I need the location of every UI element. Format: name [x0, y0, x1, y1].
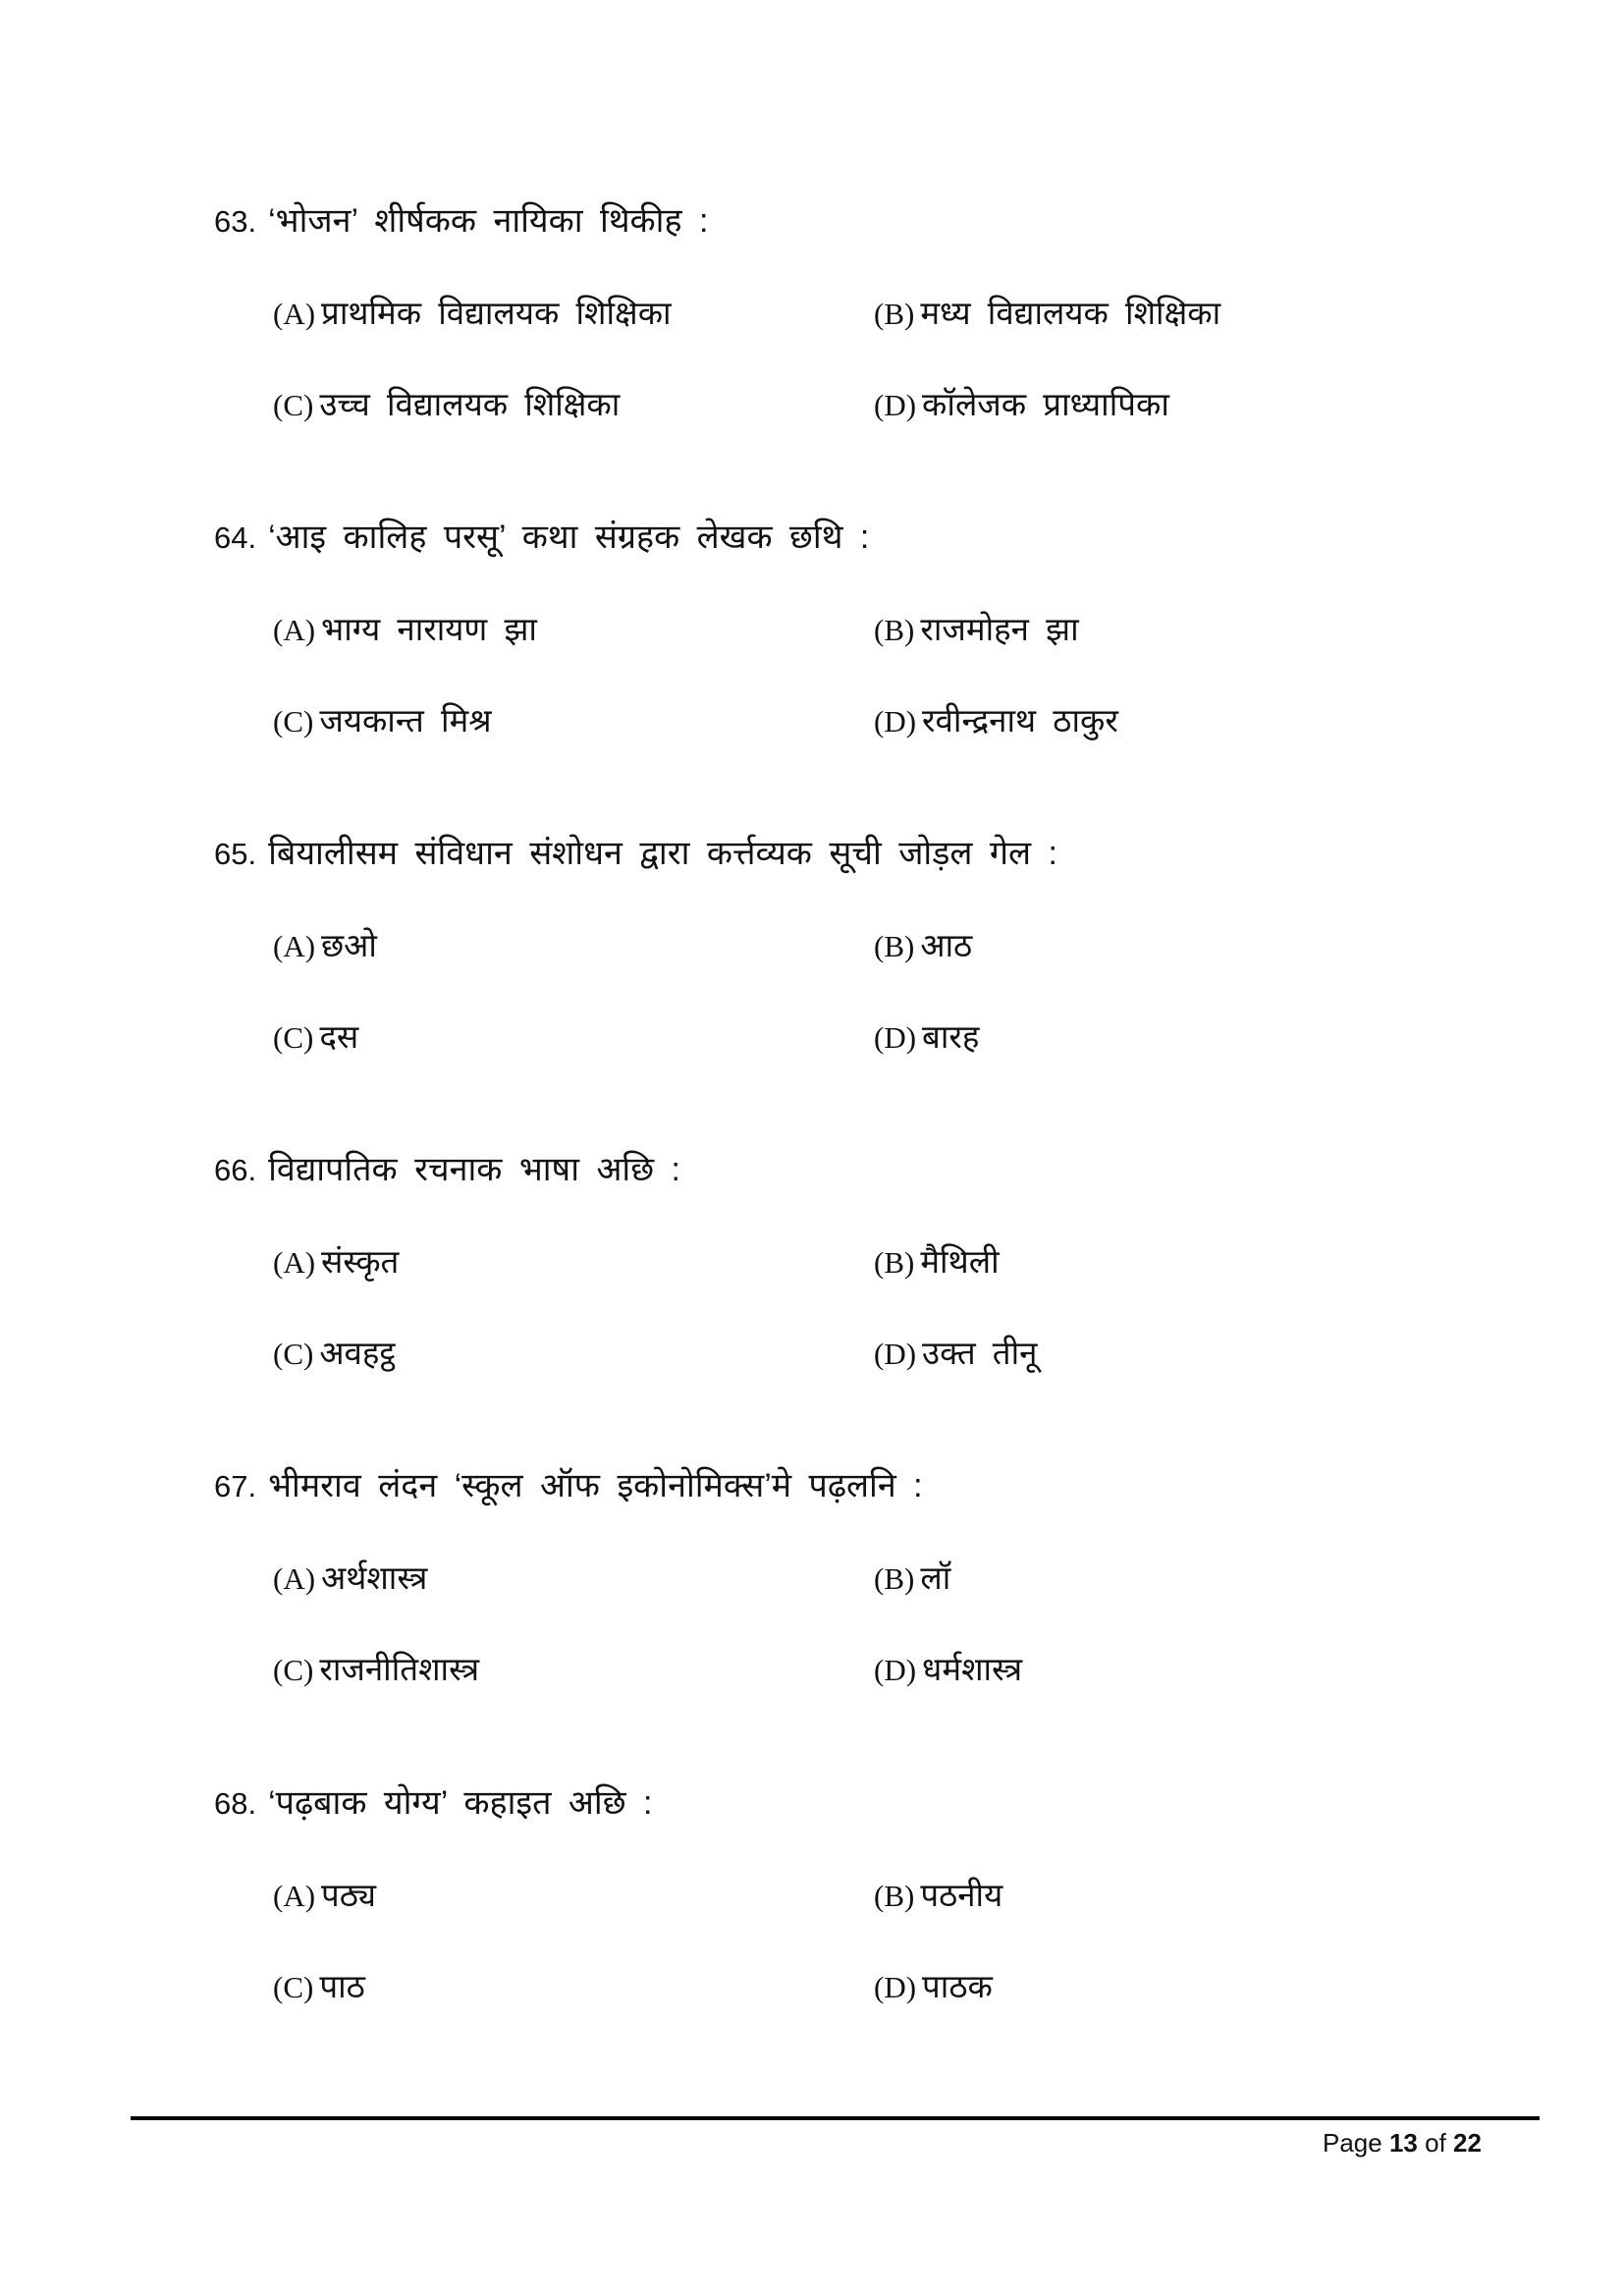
- question-63: [214, 193, 1569, 432]
- option-text: धर्मशास्त्र: [922, 1651, 1023, 1687]
- question-text: ‘पढ़बाक योग्य’ कहाइत अछि :: [268, 1784, 653, 1822]
- current-page-number: 13: [1388, 2128, 1418, 2158]
- option-d[interactable]: [874, 1326, 1037, 1382]
- option-text: मैथिली: [920, 1243, 1000, 1280]
- option-label: (B): [874, 1879, 915, 1913]
- option-b[interactable]: [874, 918, 972, 974]
- option-text: अर्थशास्त्र: [321, 1559, 428, 1596]
- question-67: [214, 1458, 1569, 1697]
- option-label: (D): [874, 1020, 917, 1055]
- option-a[interactable]: [273, 1868, 376, 1924]
- options-row: [214, 1959, 1569, 2014]
- option-d[interactable]: [874, 1010, 979, 1066]
- options-row: [214, 1868, 1569, 1923]
- option-b[interactable]: [874, 286, 1220, 342]
- question-text: ‘आइ कालिह परसू’ कथा संग्रहक लेखक छथि :: [268, 519, 870, 556]
- question-66: [214, 1142, 1569, 1381]
- option-label: (C): [273, 388, 314, 422]
- options-row: [214, 918, 1569, 973]
- option-b[interactable]: [874, 1551, 950, 1607]
- option-text: प्राथमिक विद्यालयक शिक्षिका: [321, 295, 672, 331]
- question-68: [214, 1776, 1569, 2014]
- option-label: (C): [273, 1653, 314, 1687]
- option-label: (B): [874, 297, 915, 331]
- options-row: [214, 1326, 1569, 1381]
- option-label: (A): [273, 1245, 316, 1280]
- option-label: (C): [273, 1337, 314, 1371]
- option-label: (A): [273, 1879, 316, 1913]
- question-number: 64.: [214, 520, 257, 555]
- option-text: राजनीतिशास्त्र: [319, 1651, 480, 1687]
- question-text: भीमराव लंदन ‘स्कूल ऑफ इकोनोमिक्स’मे पढ़लनि :: [268, 1467, 923, 1504]
- question-64: [214, 510, 1569, 748]
- option-text: पठनीय: [920, 1877, 1003, 1913]
- option-d[interactable]: [874, 1642, 1022, 1698]
- total-pages-number: 22: [1453, 2128, 1482, 2158]
- option-text: पाठक: [922, 1968, 993, 2004]
- option-a[interactable]: [273, 602, 537, 658]
- option-b[interactable]: [874, 1868, 1002, 1924]
- option-text: अवहट्ठ: [319, 1335, 396, 1371]
- question-number: 65.: [214, 837, 257, 871]
- page-word: Page: [1323, 2128, 1382, 2158]
- option-text: उच्च विद्यालयक शिक्षिका: [319, 386, 621, 422]
- question-stem: [214, 826, 1569, 881]
- option-label: (D): [874, 1970, 917, 2004]
- option-c[interactable]: [273, 1010, 358, 1066]
- option-label: (C): [273, 1970, 314, 2004]
- option-text: कॉलेजक प्राध्यापिका: [922, 386, 1169, 422]
- options-row: [214, 1234, 1569, 1289]
- question-number: 67.: [214, 1469, 257, 1503]
- footer-divider: [131, 2116, 1540, 2120]
- option-text: लॉ: [920, 1559, 951, 1596]
- option-b[interactable]: [874, 602, 1079, 658]
- option-label: (A): [273, 613, 316, 647]
- option-label: (C): [273, 704, 314, 738]
- option-d[interactable]: [874, 377, 1169, 433]
- question-stem: [214, 1776, 1569, 1831]
- question-stem: [214, 510, 1569, 565]
- option-text: पाठ: [319, 1968, 365, 2004]
- option-label: (B): [874, 1561, 915, 1596]
- option-label: (D): [874, 704, 917, 738]
- options-row: [214, 1642, 1569, 1697]
- option-text: आठ: [920, 927, 973, 963]
- option-label: (C): [273, 1020, 314, 1055]
- option-text: बारह: [922, 1018, 980, 1055]
- option-text: उक्त तीनू: [922, 1335, 1038, 1371]
- question-number: 66.: [214, 1153, 257, 1187]
- options-row: [214, 602, 1569, 657]
- question-text: विद्यापतिक रचनाक भाषा अछि :: [268, 1151, 680, 1188]
- option-label: (B): [874, 929, 915, 963]
- question-text: ‘भोजन’ शीर्षकक नायिका थिकीह :: [268, 202, 709, 240]
- option-b[interactable]: [874, 1234, 1000, 1290]
- question-stem: [214, 193, 1569, 248]
- option-a[interactable]: [273, 286, 672, 342]
- option-a[interactable]: [273, 1234, 399, 1290]
- option-label: (A): [273, 297, 316, 331]
- question-65: [214, 826, 1569, 1065]
- option-c[interactable]: [273, 693, 492, 749]
- option-text: जयकान्त मिश्र: [319, 702, 492, 738]
- option-d[interactable]: [874, 1959, 993, 2015]
- option-a[interactable]: [273, 918, 377, 974]
- question-number: 63.: [214, 204, 257, 239]
- option-label: (A): [273, 929, 316, 963]
- options-row: [214, 1010, 1569, 1065]
- question-stem: [214, 1142, 1569, 1197]
- option-text: पठ्य: [321, 1877, 377, 1913]
- options-row: [214, 693, 1569, 748]
- option-d[interactable]: [874, 693, 1118, 749]
- options-row: [214, 377, 1569, 432]
- options-row: [214, 1551, 1569, 1606]
- option-c[interactable]: [273, 1642, 479, 1698]
- option-label: (B): [874, 613, 915, 647]
- option-text: मध्य विद्यालयक शिक्षिका: [920, 295, 1221, 331]
- option-text: संस्कृत: [321, 1243, 400, 1280]
- page-number-footer: [1323, 2125, 1482, 2160]
- option-text: भाग्य नारायण झा: [321, 611, 537, 647]
- of-word: of: [1425, 2128, 1446, 2158]
- option-label: (D): [874, 1653, 917, 1687]
- option-a[interactable]: [273, 1551, 427, 1607]
- option-label: (D): [874, 388, 917, 422]
- option-text: राजमोहन झा: [920, 611, 1079, 647]
- question-text: बियालीसम संविधान संशोधन द्वारा कर्त्तव्यक सूची जोड़ल गेल :: [268, 835, 1057, 872]
- question-stem: [214, 1458, 1569, 1513]
- option-label: (B): [874, 1245, 915, 1280]
- option-label: (D): [874, 1337, 917, 1371]
- option-c[interactable]: [273, 377, 620, 433]
- option-text: रवीन्द्रनाथ ठाकुर: [922, 702, 1118, 738]
- option-c[interactable]: [273, 1326, 396, 1382]
- option-text: छओ: [321, 927, 377, 963]
- option-c[interactable]: [273, 1959, 365, 2015]
- question-number: 68.: [214, 1786, 257, 1821]
- option-label: (A): [273, 1561, 316, 1596]
- options-row: [214, 286, 1569, 341]
- option-text: दस: [319, 1018, 359, 1055]
